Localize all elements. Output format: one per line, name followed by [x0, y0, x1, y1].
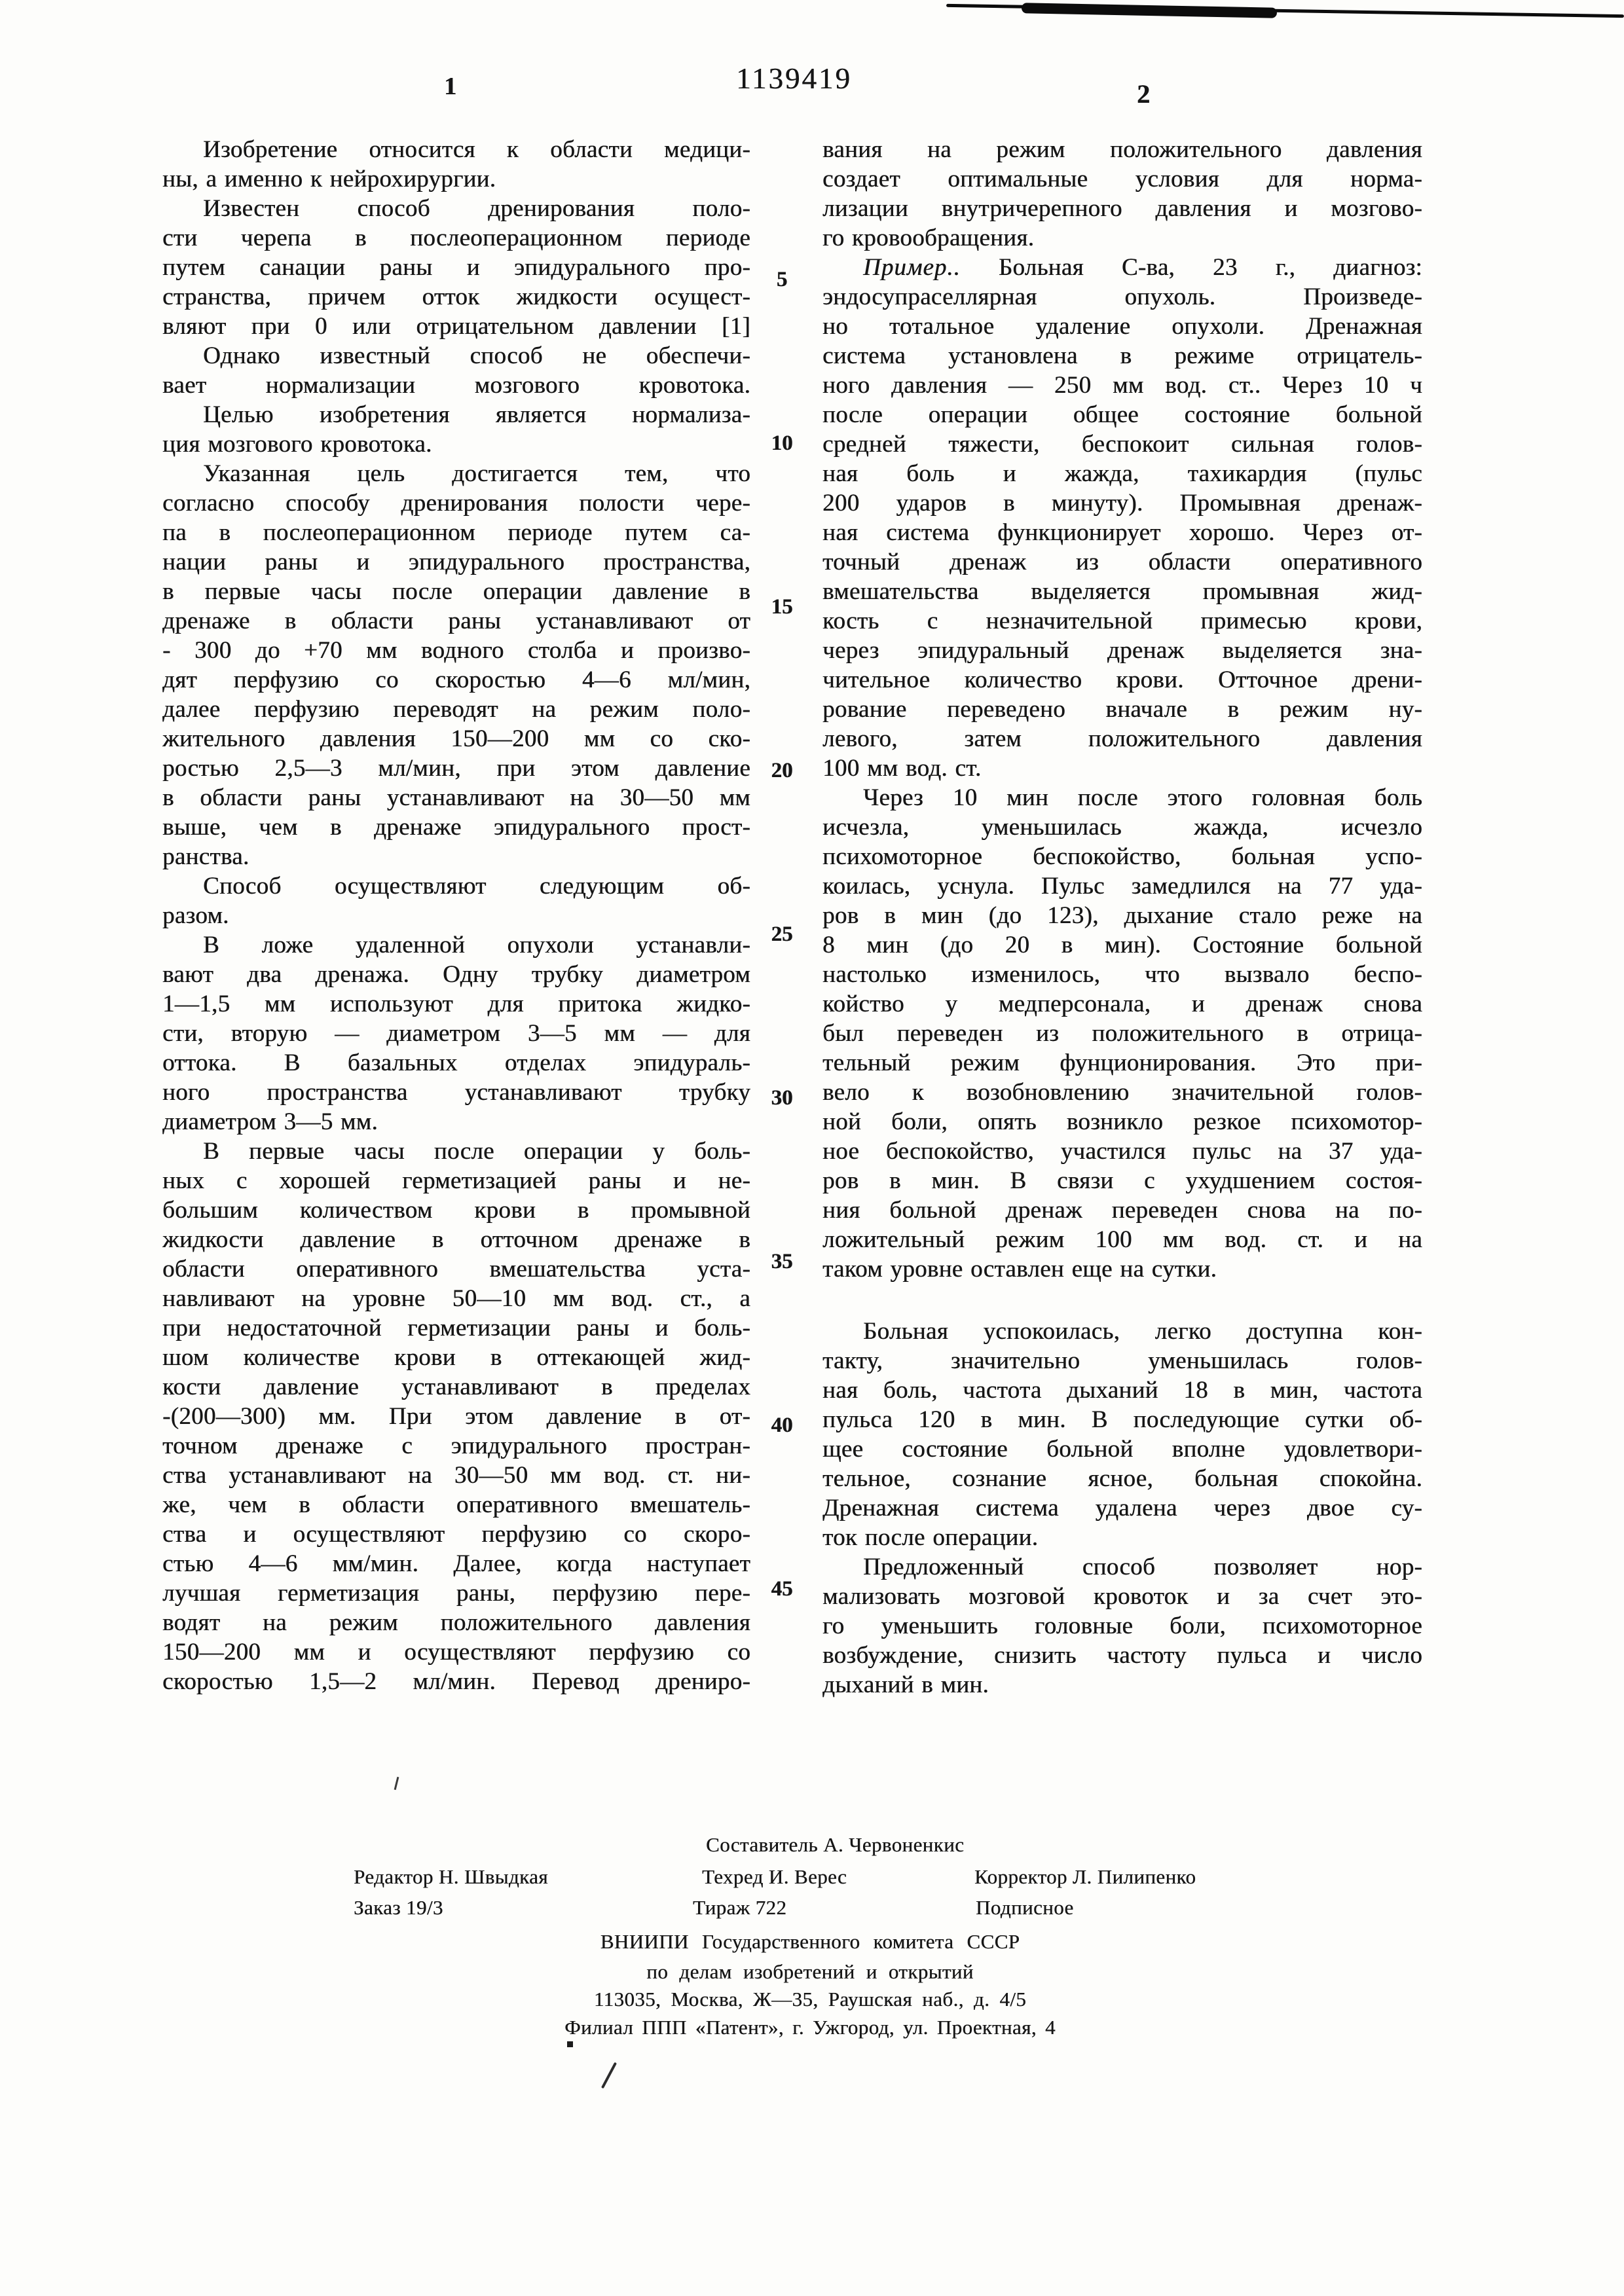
scan-streak-artifact-blob — [1022, 3, 1277, 18]
footer-print-run: Тираж 722 — [693, 1896, 787, 1919]
text-line: ростью 2,5—3 мл/мин, при этом давление — [162, 755, 750, 782]
footer-techred: Техред И. Верес — [702, 1865, 847, 1888]
gutter-line-number: 30 — [771, 1086, 793, 1110]
text-line: ства устанавливают на 30—50 мм вод. ст. ни- — [162, 1462, 750, 1489]
text-line: мализовать мозговой кровоток и за счет это- — [822, 1583, 1422, 1610]
text-line: сти черепа в послеоперационном периоде — [162, 225, 750, 251]
gutter-line-number: 15 — [771, 595, 793, 619]
text-line: нации раны и эпидурального пространства, — [162, 549, 750, 575]
text-line: разом. — [162, 902, 229, 929]
text-line: согласно способу дренирования полости чере- — [162, 490, 750, 517]
column-number-left: 1 — [444, 73, 456, 100]
patent-number: 1139419 — [736, 62, 852, 95]
footer-order-number: Заказ 19/3 — [354, 1896, 443, 1919]
text-line: средней тяжести, беспокоит сильная голов- — [822, 431, 1422, 458]
text-line: левого, затем положительного давления — [822, 725, 1422, 752]
stray-mark — [394, 1777, 399, 1790]
text-line: точном дренаже с эпидурального простран- — [162, 1432, 750, 1459]
text-line: ток после операции. — [822, 1524, 1039, 1551]
handwritten-tick-mark — [601, 2062, 617, 2089]
text-line: далее перфузию переводят на режим поло- — [162, 696, 750, 723]
text-line: ства и осуществляют перфузию со скоро- — [162, 1521, 750, 1548]
footer-organization-line2: по делам изобретений и открытий — [646, 1960, 974, 1983]
text-line: ция мозгового кровотока. — [162, 431, 432, 458]
text-line: чительное количество крови. Отточное дрени- — [822, 666, 1422, 693]
text-line: ров в мин (до 123), дыхание стало реже на — [822, 902, 1422, 929]
text-line: исчезла, уменьшилась жажда, исчезло — [822, 814, 1422, 841]
text-line: 200 ударов в минуту). Промывная дренаж- — [822, 490, 1422, 517]
left-text-column — [162, 135, 750, 1696]
text-line: большим количеством крови в промывной — [162, 1197, 750, 1224]
text-line: через эпидуральный дренаж выделяется зна- — [822, 637, 1422, 664]
text-line: система установлена в режиме отрицатель- — [822, 342, 1422, 369]
text-line: Дренажная система удалена через двое су- — [822, 1495, 1422, 1522]
text-line: Через 10 мин после этого головная боль — [863, 784, 1422, 811]
text-line: го уменьшить головные боли, психомоторное — [822, 1613, 1422, 1639]
text-line: ной боли, опять возникло резкое психомотор- — [822, 1108, 1422, 1135]
text-line: 150—200 мм и осуществляют перфузию со — [162, 1639, 750, 1666]
text-line: в области раны устанавливают на 30—50 мм — [162, 784, 750, 811]
text-line: вело к возобновлению значительной голов- — [822, 1079, 1422, 1106]
text-line: Изобретение относится к области медици- — [203, 136, 750, 163]
text-line: па в послеоперационном периоде путем са- — [162, 519, 750, 546]
text-line: водят на режим положительного давления — [162, 1609, 750, 1636]
text-line: ложительный режим 100 мм вод. ст. и на — [822, 1226, 1422, 1253]
text-line: психомоторное беспокойство, больная успо- — [822, 843, 1422, 870]
text-line: кость с незначительной примесью крови, — [822, 608, 1422, 634]
text-line: Известен способ дренирования поло- — [203, 195, 750, 222]
text-line: эндосупраселлярная опухоль. Произведе- — [822, 283, 1422, 310]
text-line: оттока. В базальных отделах эпидураль- — [162, 1049, 750, 1076]
blank-line — [822, 1284, 1422, 1317]
text-line: Целью изобретения является нормализа- — [203, 401, 750, 428]
text-line: ная система функционирует хорошо. Через от- — [822, 519, 1422, 546]
italic-lead-word: Пример.. — [863, 254, 961, 281]
text-line: ных с хорошей герметизацией раны и не- — [162, 1167, 750, 1194]
text-line: вмешательства выделяется промывная жид- — [822, 578, 1422, 605]
text-line: в первые часы после операции давление в — [162, 578, 750, 605]
text-line: путем санации раны и эпидурального про- — [162, 254, 750, 281]
text-line: Однако известный способ не обеспечи- — [203, 342, 750, 369]
text-line: ния больной дренаж переведен снова на по- — [822, 1197, 1422, 1224]
text-line: ны, а именно к нейрохирургии. — [162, 166, 496, 192]
text-line: шом количестве крови в оттекающей жид- — [162, 1344, 750, 1371]
text-line: В первые часы после операции у боль- — [203, 1138, 750, 1165]
text-line: выше, чем в дренаже эпидурального прост- — [162, 814, 750, 841]
text-line: ного давления — 250 мм вод. ст.. Через 10 ч — [822, 372, 1422, 399]
text-line: такту, значительно уменьшилась голов- — [822, 1347, 1422, 1374]
text-line: сти, вторую — диаметром 3—5 мм — для — [162, 1020, 750, 1047]
text-line: после операции общее состояние больной — [822, 401, 1422, 428]
text-line: койство у медперсонала, и дренаж снова — [822, 991, 1422, 1017]
text-line: вает нормализации мозгового кровотока. — [162, 372, 750, 399]
text-line: возбуждение, снизить частоту пульса и число — [822, 1642, 1422, 1669]
text-line: жидкости давление в отточном дренаже в — [162, 1226, 750, 1253]
text-line: ранства. — [162, 843, 249, 870]
text-line: лучшая герметизация раны, перфузию пере- — [162, 1580, 750, 1607]
text-line: дренаже в области раны устанавливают от — [162, 608, 750, 634]
text-line: рование переведено вначале в режим ну- — [822, 696, 1422, 723]
text-line: -(200—300) мм. При этом давление в от- — [162, 1403, 750, 1430]
text-line: лизации внутричерепного давления и мозгово- — [822, 195, 1422, 222]
text-line: точный дренаж из области оперативного — [822, 549, 1422, 575]
text-line: Больная успокоилась, легко доступна кон- — [863, 1318, 1422, 1345]
text-line: создает оптимальные условия для норма- — [822, 166, 1422, 192]
text-line: пульса 120 в мин. В последующие сутки об- — [822, 1406, 1422, 1433]
text-line: при недостаточной герметизации раны и боль- — [162, 1315, 750, 1341]
text-line: - 300 до +70 мм водного столба и произво- — [162, 637, 750, 664]
text-line: ное беспокойство, участился пульс на 37 уда- — [822, 1138, 1422, 1165]
text-line: дят перфузию со скоростью 4—6 мл/мин, — [162, 666, 750, 693]
gutter-line-number: 20 — [771, 759, 793, 782]
text-line: Указанная цель достигается тем, что — [203, 460, 750, 487]
text-line: жительного давления 150—200 мм со ско- — [162, 725, 750, 752]
text-line: 1—1,5 мм используют для притока жидко- — [162, 991, 750, 1017]
line-number-gutter — [753, 0, 811, 1702]
footer-editor: Редактор Н. Швыдкая — [354, 1865, 548, 1888]
text-line: В ложе удаленной опухоли устанавли- — [203, 932, 750, 958]
text-line: навливают на уровне 50—10 мм вод. ст., а — [162, 1285, 750, 1312]
text-line: настолько изменилось, что вызвало беспо- — [822, 961, 1422, 988]
text-line: Пример.. Больная С-ва, 23 г., диагноз: — [863, 254, 1422, 281]
text-line: вляют при 0 или отрицательном давлении [1] — [162, 313, 750, 340]
footer-address: 113035, Москва, Ж—35, Раушская наб., д. 4/5 — [593, 1988, 1027, 2011]
right-text-column — [822, 135, 1422, 1700]
gutter-line-number: 40 — [771, 1413, 793, 1437]
text-line: тельный режим фунционирования. Это при- — [822, 1049, 1422, 1076]
text-line: го кровообращения. — [822, 225, 1035, 251]
text-line: щее состояние больной вполне удовлетвори- — [822, 1436, 1422, 1463]
text-line: вают два дренажа. Одну трубку диаметром — [162, 961, 750, 988]
gutter-line-number: 35 — [771, 1250, 793, 1273]
text-line: скоростью 1,5—2 мл/мин. Перевод дрениро- — [162, 1668, 750, 1695]
text-line: вания на режим положительного давления — [822, 136, 1422, 163]
text-line: таком уровне оставлен еще на сутки. — [822, 1256, 1217, 1283]
footer-corrector: Корректор Л. Пилипенко — [974, 1865, 1196, 1888]
gutter-line-number: 45 — [771, 1577, 793, 1601]
text-line: кости давление устанавливают в пределах — [162, 1374, 750, 1400]
text-line: ного пространства устанавливают трубку — [162, 1079, 750, 1106]
scan-dot-artifact — [567, 2041, 573, 2047]
gutter-line-number: 5 — [776, 268, 788, 291]
text-line: же, чем в области оперативного вмешатель- — [162, 1491, 750, 1518]
text-line: тельное, сознание ясное, больная спокойна. — [822, 1465, 1422, 1492]
text-line: 100 мм вод. ст. — [822, 755, 982, 782]
footer-branch: Филиал ППП «Патент», г. Ужгород, ул. Проектная, 4 — [564, 2016, 1056, 2039]
footer-organization-line1: ВНИИПИ Государственного комитета СССР — [600, 1930, 1020, 1953]
text-line: области оперативного вмешательства уста- — [162, 1256, 750, 1283]
text-line: странства, причем отток жидкости осущест- — [162, 283, 750, 310]
text-line: был переведен из положительного в отрица- — [822, 1020, 1422, 1047]
column-number-right: 2 — [1137, 79, 1150, 109]
text-line: 8 мин (до 20 в мин). Состояние больной — [822, 932, 1422, 958]
gutter-line-number: 10 — [771, 431, 793, 455]
text-line: Способ осуществляют следующим об- — [203, 873, 750, 900]
footer-subscription: Подписное — [976, 1896, 1074, 1919]
text-line: стью 4—6 мм/мин. Далее, когда наступает — [162, 1550, 750, 1577]
text-line: дыханий в мин. — [822, 1671, 989, 1698]
text-line: ная боль и жажда, тахикардия (пульс — [822, 460, 1422, 487]
text-line: коилась, уснула. Пульс замедлился на 77 уда- — [822, 873, 1422, 900]
text-line: диаметром 3—5 мм. — [162, 1108, 378, 1135]
text-line: ная боль, частота дыханий 18 в мин, частота — [822, 1377, 1422, 1404]
text-line: ров в мин. В связи с ухудшением состоя- — [822, 1167, 1422, 1194]
footer-composer: Составитель А. Червоненкис — [706, 1833, 965, 1856]
gutter-line-number: 25 — [771, 922, 793, 946]
text-line: Предложенный способ позволяет нор- — [863, 1554, 1422, 1580]
text-line: но тотальное удаление опухоли. Дренажная — [822, 313, 1422, 340]
